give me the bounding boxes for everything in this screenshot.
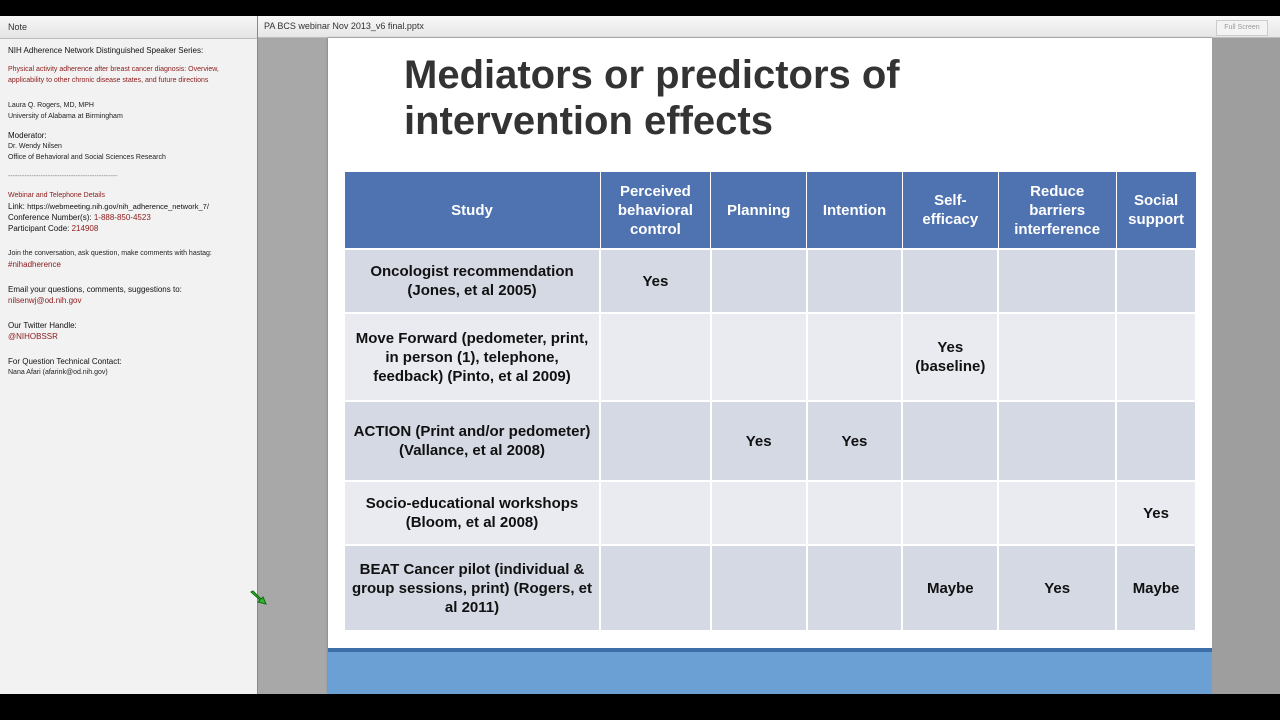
conference-number: 1-888-850-4523 [93,213,151,222]
table-cell [600,401,711,481]
table-cell [807,313,903,401]
tech-contact-label: For Question Technical Contact: [8,357,122,366]
table-cell: Maybe [902,545,998,631]
table-cell [807,481,903,545]
table-cell [600,545,711,631]
table-cell [711,249,807,313]
table-cell [902,249,998,313]
table-cell [711,313,807,401]
tech-contact: Nana Afari (afarink@od.nih.gov) [8,369,108,376]
table-cell [711,545,807,631]
webinar-details-label: Webinar and Telephone Details [8,192,106,199]
table-cell: Yes [807,401,903,481]
header-study: Study [344,172,600,250]
table-cell [711,481,807,545]
table-row [344,313,1196,401]
moderator-label: Moderator: [8,131,47,140]
table-cell [902,481,998,545]
email-intro: Email your questions, comments, suggestions to: [8,285,182,294]
table-cell [998,249,1116,313]
presentation-slide [328,38,1212,694]
table-row [344,545,1196,631]
hashtag-intro: Join the conversation, ask question, make comments with hastag: [8,250,212,257]
header-social-support: Social support [1116,172,1196,250]
table-cell: Yes [998,545,1116,631]
table-row [344,249,1196,313]
table-cell [998,401,1116,481]
table-cell: BEAT Cancer pilot (individual & group sessions, print) (Rogers, et al 2011) [344,545,600,631]
webinar-link[interactable]: https://webmeeting.nih.gov/nih_adherence_network_7/ [27,202,209,211]
table-cell: Maybe [1116,545,1196,631]
speaker-affiliation: University of Alabama at Birmingham [8,113,123,120]
file-title: PA BCS webinar Nov 2013_v6 final.pptx [264,21,424,31]
table-cell: Yes [1116,481,1196,545]
table-cell: Oncologist recommendation (Jones, et al 2005) [344,249,600,313]
table-cell: Yes (baseline) [902,313,998,401]
slide-title: Mediators or predictors of intervention effects [404,53,900,143]
conference-label: Conference Number(s): [8,213,92,222]
table-cell [807,545,903,631]
talk-title: Physical activity adherence after breast cancer diagnosis: Overview, applicability to other chronic disease states, and future directions [8,66,219,84]
table-cell [1116,401,1196,481]
divider: ----------------------------------------------- [8,173,118,180]
table-cell: Socio-educational workshops (Bloom, et al 2008) [344,481,600,545]
participant-code: 214908 [71,224,99,233]
table-cell: Yes [600,249,711,313]
results-table [343,171,1197,632]
header-self-efficacy: Self-efficacy [902,172,998,250]
top-black-bar [0,0,1280,16]
green-arrow-cursor-icon [250,590,268,606]
hashtag: #nihadherence [8,260,61,269]
header-perceived-behavioral-control: Perceived behavioral control [600,172,711,250]
series-title: NIH Adherence Network Distinguished Speaker Series: [8,46,204,55]
moderator-name: Dr. Wendy Nilsen [8,143,62,150]
note-body[interactable] [0,39,257,384]
email-address[interactable]: nilsenwj@od.nih.gov [8,296,82,305]
note-pane-header: Note [0,16,257,39]
table-cell [1116,313,1196,401]
table-cell: Yes [711,401,807,481]
speaker-name: Laura Q. Rogers, MD, MPH [8,102,94,109]
table-row [344,481,1196,545]
table-cell [600,313,711,401]
bottom-black-bar [0,694,1280,720]
table-cell [807,249,903,313]
table-cell: ACTION (Print and/or pedometer) (Vallance, et al 2008) [344,401,600,481]
slide-footer-band [328,648,1212,698]
twitter-label: Our Twitter Handle: [8,321,77,330]
link-label: Link: [8,202,25,211]
header-reduce-barriers: Reduce barriers interference [998,172,1116,250]
header-intention: Intention [807,172,903,250]
note-pane [0,16,258,694]
moderator-office: Office of Behavioral and Social Sciences Research [8,154,166,161]
table-cell [600,481,711,545]
slide-pane [258,16,1280,694]
table-cell [1116,249,1196,313]
full-screen-button[interactable]: Full Screen [1216,20,1268,36]
table-cell [998,481,1116,545]
header-planning: Planning [711,172,807,250]
slide-pane-header [258,16,1280,38]
participant-label: Participant Code: [8,224,70,233]
twitter-handle: @NIHOBSSR [8,332,58,341]
slide-pane-margin [1212,38,1280,694]
table-cell [998,313,1116,401]
table-row [344,401,1196,481]
table-cell [902,401,998,481]
table-header-row [344,172,1196,250]
table-cell: Move Forward (pedometer, print, in person (1), telephone, feedback) (Pinto, et al 2009) [344,313,600,401]
